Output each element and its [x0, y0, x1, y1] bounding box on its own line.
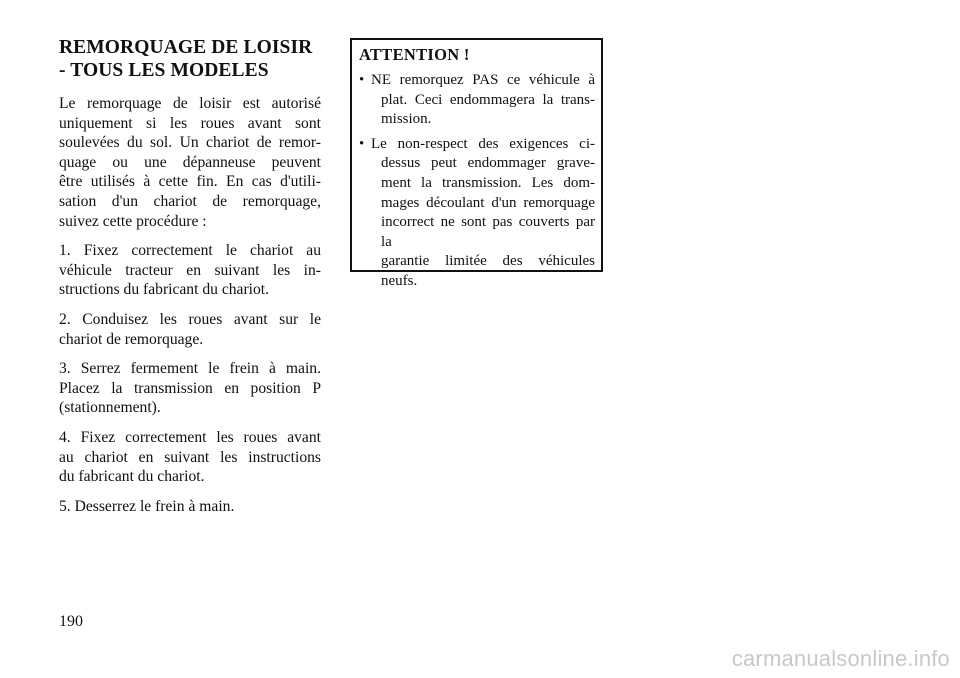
intro-paragraph [59, 94, 321, 231]
text-line: plat. Ceci endommagera la trans- [381, 91, 595, 108]
bullet-glyph: • [359, 72, 365, 88]
text-line: structions du fabricant du chariot. [59, 281, 270, 299]
text-line: suivez cette procédure : [59, 212, 207, 230]
caution-box [350, 38, 603, 289]
page-number: 190 [59, 613, 83, 630]
text-line: garantie limitée des véhicules [381, 253, 595, 270]
text-line: être utilisés à cette fin. En cas d'utili- [59, 173, 321, 191]
text-line: sation d'un chariot de remorquage, [59, 192, 321, 210]
text-line: neufs. [381, 272, 418, 289]
step-3-paragraph [59, 359, 321, 418]
step-5-paragraph [59, 497, 321, 517]
text-line: mages découlant d'un remorquage [381, 194, 595, 211]
text-line: 5. Desserrez le frein à main. [59, 497, 235, 515]
text-line: Placez la transmission en position P [59, 379, 321, 397]
text-line: ment la transmission. Les dom- [381, 174, 595, 191]
text-line: dessus peut endommager grave- [381, 155, 595, 172]
text-line: 3. Serrez fermement le frein à main. [59, 360, 321, 378]
step-2-paragraph [59, 310, 321, 349]
text-line: 1. Fixez correctement le chariot au [59, 242, 321, 260]
text-line: quage ou une dépanneuse peuvent [59, 153, 321, 171]
text-line: du fabricant du chariot. [59, 468, 205, 486]
watermark-text[interactable]: carmanualsonline.info [731, 646, 950, 671]
text-line: 4. Fixez correctement les roues avant [59, 428, 321, 446]
caution-item [359, 135, 595, 292]
text-line: NE remorquez PAS ce véhicule à [371, 72, 595, 88]
text-line: (stationnement). [59, 399, 161, 417]
left-column [59, 36, 321, 526]
text-line: Le remorquage de loisir est autorisé [59, 95, 321, 112]
bullet-glyph: • [359, 135, 365, 152]
caution-item [359, 71, 595, 130]
text-line: Le non-respect des exigences ci- [371, 135, 595, 152]
text-line: 2. Conduisez les roues avant sur le [59, 310, 321, 328]
caution-title: ATTENTION ! [359, 45, 470, 64]
section-title-line: REMORQUAGE DE LOISIR [59, 37, 313, 58]
text-line: uniquement si les roues avant sont [59, 114, 321, 132]
section-title [59, 36, 321, 82]
text-line: soulevées du sol. Un chariot de remor- [59, 134, 321, 152]
step-1-paragraph [59, 241, 321, 300]
section-title-line: - TOUS LES MODELES [59, 60, 269, 81]
text-line: au chariot en suivant les instructions [59, 448, 321, 466]
text-line: mission. [381, 111, 432, 128]
text-line: incorrect ne sont pas couverts par la [381, 214, 595, 250]
text-line: véhicule tracteur en suivant les in- [59, 261, 321, 279]
step-4-paragraph [59, 428, 321, 487]
text-line: chariot de remorquage. [59, 330, 204, 348]
